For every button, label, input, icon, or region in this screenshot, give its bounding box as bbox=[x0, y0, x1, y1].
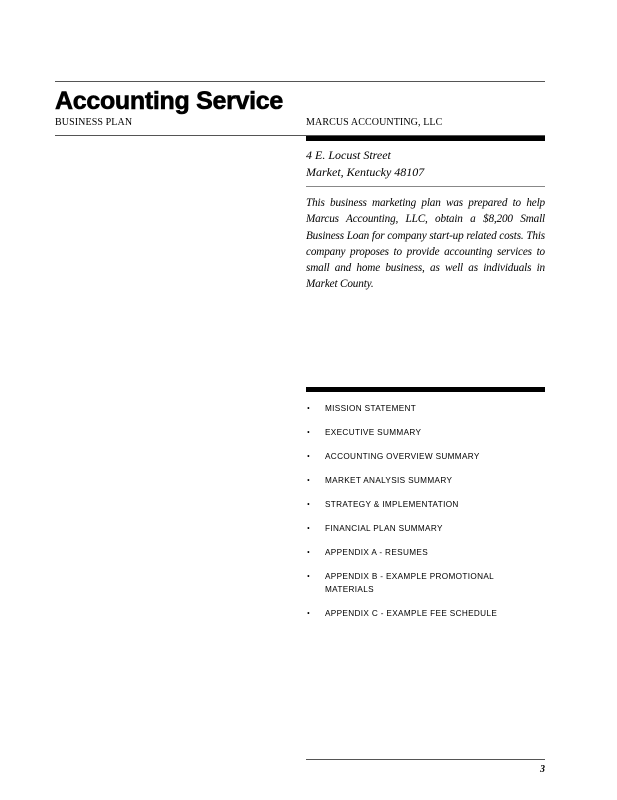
bullet-icon: • bbox=[307, 428, 310, 437]
bullet-icon: • bbox=[307, 500, 310, 509]
address-city-state: Market, Kentucky 48107 bbox=[306, 164, 425, 179]
toc-item-label: MARKET ANALYSIS SUMMARY bbox=[325, 476, 453, 485]
header-top-rule bbox=[55, 81, 545, 82]
toc-item-mission-statement bbox=[306, 403, 545, 416]
toc-item-appendix-c bbox=[306, 608, 545, 621]
bullet-icon: • bbox=[307, 452, 310, 461]
toc-item-label: APPENDIX A - RESUMES bbox=[325, 548, 429, 557]
company-name: MARCUS ACCOUNTING, LLC bbox=[306, 117, 443, 128]
bullet-icon: • bbox=[307, 476, 310, 485]
bullet-icon: • bbox=[307, 548, 310, 557]
bullet-icon: • bbox=[307, 524, 310, 533]
toc-item-label: EXECUTIVE SUMMARY bbox=[325, 428, 422, 437]
toc-item-strategy bbox=[306, 499, 545, 512]
footer-rule bbox=[306, 759, 545, 760]
bullet-icon: • bbox=[307, 404, 310, 413]
toc-item-executive-summary bbox=[306, 427, 545, 440]
address-divider bbox=[306, 186, 545, 187]
toc-item-label: MISSION STATEMENT bbox=[325, 404, 417, 413]
toc-item-label: ACCOUNTING OVERVIEW SUMMARY bbox=[325, 452, 480, 461]
toc-item-financial-plan bbox=[306, 523, 545, 536]
toc-item-label: APPENDIX B - EXAMPLE PROMOTIONAL MATERIALS bbox=[325, 572, 494, 594]
contents-section-bar bbox=[306, 387, 545, 392]
toc-item-label: APPENDIX C - EXAMPLE FEE SCHEDULE bbox=[325, 608, 498, 618]
address-section-bar bbox=[306, 136, 545, 141]
toc-item-label: FINANCIAL PLAN SUMMARY bbox=[325, 524, 443, 533]
page-number: 3 bbox=[540, 764, 545, 775]
bullet-icon: • bbox=[307, 572, 310, 581]
toc-item-appendix-a bbox=[306, 547, 545, 560]
address-street: 4 E. Locust Street bbox=[306, 148, 391, 162]
toc-item-market-analysis bbox=[306, 475, 545, 488]
toc-item-label: STRATEGY & IMPLEMENTATION bbox=[325, 500, 459, 509]
company-address bbox=[306, 147, 424, 180]
table-of-contents bbox=[306, 403, 545, 632]
document-type-label: BUSINESS PLAN bbox=[55, 117, 133, 128]
toc-item-accounting-overview bbox=[306, 451, 545, 464]
document-title: Accounting Service bbox=[55, 87, 283, 115]
toc-item-appendix-b bbox=[306, 571, 545, 596]
plan-description: This business marketing plan was prepared to help Marcus Accounting, LLC, obtain a $8,200 Small Business Loan for company start-up related costs. This company proposes to provide accounting services to small and home business, as well as individuals in Market County. bbox=[306, 197, 545, 291]
bullet-icon: • bbox=[307, 608, 310, 618]
